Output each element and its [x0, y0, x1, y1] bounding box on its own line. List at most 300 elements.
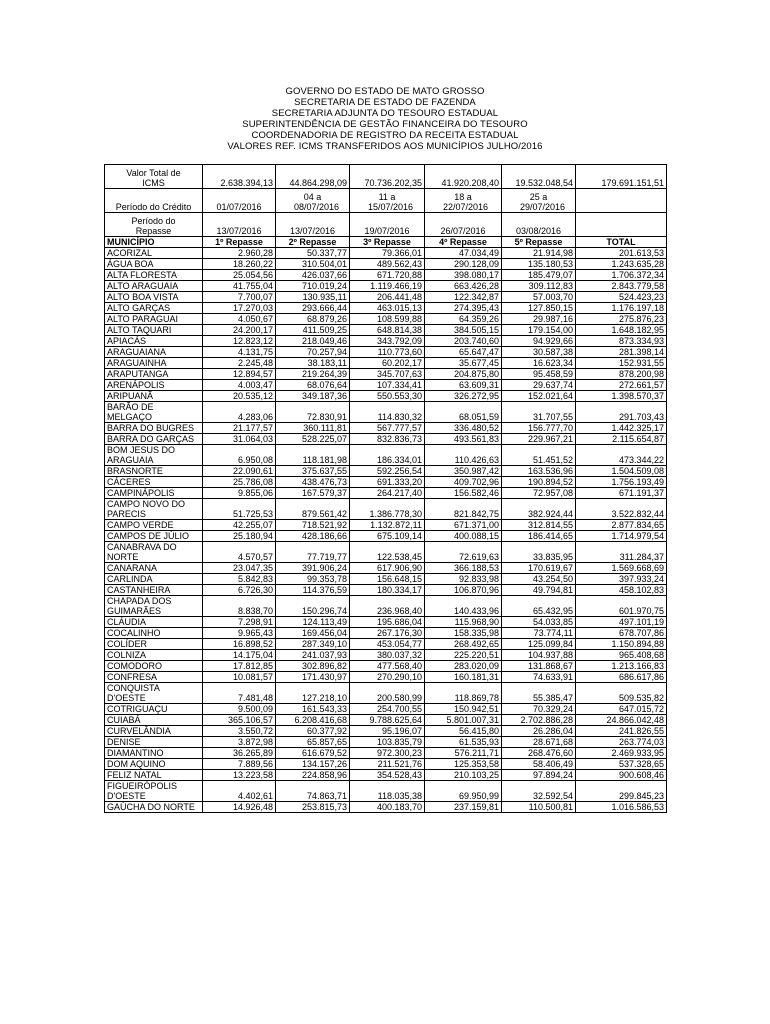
value-cell: 290.128,09 — [425, 259, 502, 270]
municipio-cell: CÁCERES — [105, 477, 203, 488]
value-cell: 26.286,04 — [502, 726, 576, 737]
header-line: SECRETARIA DE ESTADO DE FAZENDA — [294, 97, 476, 108]
municipio-cell: ALTO TAQUARI — [105, 325, 203, 336]
municipio-cell: GAÚCHA DO NORTE — [105, 802, 203, 813]
municipio-cell: ALTO GARÇAS — [105, 303, 203, 314]
value-cell: 73.774,11 — [502, 628, 576, 639]
value-cell: 41.755,04 — [203, 281, 276, 292]
value-cell: 25.786,08 — [203, 477, 276, 488]
value-cell: 171.430,97 — [276, 672, 350, 683]
value-cell: 219.264,39 — [276, 369, 350, 380]
value-cell: 74.633,91 — [502, 672, 576, 683]
value-cell: 509.535,82 — [576, 683, 667, 704]
value-cell: 7.700,07 — [203, 292, 276, 303]
value-cell: 287.349,10 — [276, 639, 350, 650]
value-cell: 380.037,32 — [350, 650, 425, 661]
value-cell: 25.180,94 — [203, 531, 276, 542]
municipio-cell: ALTA FLORESTA — [105, 270, 203, 281]
value-cell: 270.290,10 — [350, 672, 425, 683]
value-cell: 592.256,54 — [350, 466, 425, 477]
value-cell: 489.562,43 — [350, 259, 425, 270]
value-cell: 241.037,93 — [276, 650, 350, 661]
municipio-cell: CURVELÂNDIA — [105, 726, 203, 737]
municipio-cell: ARAGUAIANA — [105, 347, 203, 358]
value-cell: 79.366,01 — [350, 248, 425, 259]
value-cell: 326.272,95 — [425, 391, 502, 402]
value-cell: 6.208.416,68 — [276, 715, 350, 726]
value-cell: 1.016.586,53 — [576, 802, 667, 813]
periodo-credito-cell: 01/07/2016 — [203, 189, 276, 213]
table-row — [105, 358, 667, 369]
value-cell: 648.814,38 — [350, 325, 425, 336]
periodo-repasse-empty — [576, 213, 667, 237]
value-cell: 3.522.832,44 — [576, 499, 667, 520]
value-cell: 28.671,68 — [502, 737, 576, 748]
periodo-credito-cell: 18 a 22/07/2016 — [425, 189, 502, 213]
value-cell: 57.003,70 — [502, 292, 576, 303]
value-cell: 108.599,88 — [350, 314, 425, 325]
table-row — [105, 704, 667, 715]
table-row — [105, 770, 667, 781]
municipio-cell: FELIZ NATAL — [105, 770, 203, 781]
value-cell: 12.823,12 — [203, 336, 276, 347]
value-cell: 1.442.325,17 — [576, 423, 667, 434]
value-cell: 675.109,14 — [350, 531, 425, 542]
value-cell: 13.223,58 — [203, 770, 276, 781]
value-cell: 263.774,03 — [576, 737, 667, 748]
value-cell: 203.740,60 — [425, 336, 502, 347]
periodo-credito-label: Período do Crédito — [105, 189, 203, 213]
value-cell: 190.894,52 — [502, 477, 576, 488]
value-cell: 384.505,15 — [425, 325, 502, 336]
document-header — [0, 86, 770, 152]
value-cell: 60.202,17 — [350, 358, 425, 369]
value-cell: 241.826,55 — [576, 726, 667, 737]
value-cell: 118.035,38 — [350, 781, 425, 802]
value-cell: 309.112,83 — [502, 281, 576, 292]
table-row — [105, 488, 667, 499]
value-cell: 391.906,24 — [276, 563, 350, 574]
value-cell: 1.569.668,69 — [576, 563, 667, 574]
periodo-repasse-cell: 03/08/2016 — [502, 213, 576, 237]
value-cell: 50.337,77 — [276, 248, 350, 259]
value-cell: 2.115.654,87 — [576, 434, 667, 445]
value-cell: 218.049,46 — [276, 336, 350, 347]
value-cell: 6.950,08 — [203, 445, 276, 466]
value-cell: 400.088,15 — [425, 531, 502, 542]
value-cell: 1.386.778,30 — [350, 499, 425, 520]
value-cell: 671.720,88 — [350, 270, 425, 281]
value-cell: 18.260,22 — [203, 259, 276, 270]
value-cell: 4.402,61 — [203, 781, 276, 802]
municipio-cell: ACORIZAL — [105, 248, 203, 259]
value-cell: 135.180,53 — [502, 259, 576, 270]
periodo-repasse-label: Período do Repasse — [105, 213, 203, 237]
header-line: GOVERNO DO ESTADO DE MATO GROSSO — [285, 86, 485, 97]
periodo-credito-row — [105, 189, 667, 213]
column-header: TOTAL — [576, 237, 667, 248]
municipio-cell: CARLINDA — [105, 574, 203, 585]
municipio-cell: BARÃO DE MELGAÇO — [105, 402, 203, 423]
column-header: 3º Repasse — [350, 237, 425, 248]
value-cell: 375.637,55 — [276, 466, 350, 477]
value-cell: 293.666,44 — [276, 303, 350, 314]
value-cell: 972.300,23 — [350, 748, 425, 759]
value-cell: 63.609,31 — [425, 380, 502, 391]
value-cell: 65.432,95 — [502, 596, 576, 617]
value-cell: 528.225,07 — [276, 434, 350, 445]
value-cell: 1.714.979,54 — [576, 531, 667, 542]
value-cell: 236.968,40 — [350, 596, 425, 617]
municipio-cell: CUIABÁ — [105, 715, 203, 726]
municipio-cell: CANARANA — [105, 563, 203, 574]
value-cell: 195.686,04 — [350, 617, 425, 628]
value-cell: 104.937,88 — [502, 650, 576, 661]
table-row — [105, 347, 667, 358]
value-cell: 1.243.635,28 — [576, 259, 667, 270]
value-cell: 134.157,26 — [276, 759, 350, 770]
table-row — [105, 726, 667, 737]
table-row — [105, 585, 667, 596]
municipio-cell: CLÁUDIA — [105, 617, 203, 628]
value-cell: 1.176.197,18 — [576, 303, 667, 314]
value-cell: 24.200,17 — [203, 325, 276, 336]
value-cell: 33.835,95 — [502, 542, 576, 563]
value-cell: 7.481,48 — [203, 683, 276, 704]
value-cell: 68.051,59 — [425, 402, 502, 423]
value-cell: 22.090,61 — [203, 466, 276, 477]
value-cell: 272.661,57 — [576, 380, 667, 391]
value-cell: 878.200,98 — [576, 369, 667, 380]
value-cell: 453.054,77 — [350, 639, 425, 650]
column-header: MUNICÍPIO — [105, 237, 203, 248]
value-cell: 65.647,47 — [425, 347, 502, 358]
value-cell: 671.371,00 — [425, 520, 502, 531]
value-cell: 428.186,66 — [276, 531, 350, 542]
value-cell: 400.183,70 — [350, 802, 425, 813]
table-row — [105, 617, 667, 628]
value-cell: 224.858,96 — [276, 770, 350, 781]
value-cell: 42.255,07 — [203, 520, 276, 531]
value-cell: 122.342,87 — [425, 292, 502, 303]
value-cell: 92.833,98 — [425, 574, 502, 585]
value-cell: 3.550,72 — [203, 726, 276, 737]
value-cell: 58.406,49 — [502, 759, 576, 770]
value-cell: 160.181,31 — [425, 672, 502, 683]
municipio-cell: COLÍDER — [105, 639, 203, 650]
value-cell: 156.648,15 — [350, 574, 425, 585]
valor-total-cell: 44.864.298,09 — [276, 165, 350, 189]
value-cell: 156.777,70 — [502, 423, 576, 434]
municipio-cell: ARAGUAINHA — [105, 358, 203, 369]
value-cell: 9.500,09 — [203, 704, 276, 715]
value-cell: 30.587,38 — [502, 347, 576, 358]
value-cell: 152.931,55 — [576, 358, 667, 369]
value-cell: 409.702,96 — [425, 477, 502, 488]
table-row — [105, 391, 667, 402]
value-cell: 264.217,40 — [350, 488, 425, 499]
municipio-cell: ARENÁPOLIS — [105, 380, 203, 391]
value-cell: 12.894,57 — [203, 369, 276, 380]
value-cell: 537.328,65 — [576, 759, 667, 770]
value-cell: 550.553,30 — [350, 391, 425, 402]
table-row — [105, 423, 667, 434]
value-cell: 299.845,23 — [576, 781, 667, 802]
value-cell: 16.623,34 — [502, 358, 576, 369]
value-cell: 5.801.007,31 — [425, 715, 502, 726]
periodo-repasse-cell: 13/07/2016 — [203, 213, 276, 237]
value-cell: 36.265,89 — [203, 748, 276, 759]
periodo-repasse-cell: 26/07/2016 — [425, 213, 502, 237]
periodo-repasse-cell: 13/07/2016 — [276, 213, 350, 237]
value-cell: 350.987,42 — [425, 466, 502, 477]
header-line: COORDENADORIA DE REGISTRO DA RECEITA ESTADUAL — [251, 130, 519, 141]
value-cell: 312.814,55 — [502, 520, 576, 531]
value-cell: 158.335,98 — [425, 628, 502, 639]
municipio-cell: CONQUISTA D'OESTE — [105, 683, 203, 704]
value-cell: 5.842,83 — [203, 574, 276, 585]
value-cell: 161.543,33 — [276, 704, 350, 715]
value-cell: 17.812,85 — [203, 661, 276, 672]
value-cell: 275.876,23 — [576, 314, 667, 325]
value-cell: 122.538,45 — [350, 542, 425, 563]
value-cell: 24.866.042,48 — [576, 715, 667, 726]
value-cell: 127.850,15 — [502, 303, 576, 314]
value-cell: 16.898,52 — [203, 639, 276, 650]
value-cell: 281.398,14 — [576, 347, 667, 358]
value-cell: 169.456,04 — [276, 628, 350, 639]
municipio-cell: COLNIZA — [105, 650, 203, 661]
value-cell: 268.476,60 — [502, 748, 576, 759]
value-cell: 524.423,23 — [576, 292, 667, 303]
value-cell: 14.175,04 — [203, 650, 276, 661]
value-cell: 832.836,73 — [350, 434, 425, 445]
municipio-cell: CANABRAVA DO NORTE — [105, 542, 203, 563]
value-cell: 56.415,80 — [425, 726, 502, 737]
table-row — [105, 737, 667, 748]
value-cell: 382.924,44 — [502, 499, 576, 520]
table-row — [105, 596, 667, 617]
valor-total-cell: 70.736.202,35 — [350, 165, 425, 189]
value-cell: 185.479,07 — [502, 270, 576, 281]
value-cell: 131.868,67 — [502, 661, 576, 672]
value-cell: 125.353,58 — [425, 759, 502, 770]
value-cell: 35.677,45 — [425, 358, 502, 369]
value-cell: 114.376,59 — [276, 585, 350, 596]
value-cell: 97.894,24 — [502, 770, 576, 781]
periodo-repasse-row — [105, 213, 667, 237]
value-cell: 253.815,73 — [276, 802, 350, 813]
value-cell: 426.037,66 — [276, 270, 350, 281]
table-row — [105, 445, 667, 466]
value-cell: 473.344,22 — [576, 445, 667, 466]
municipio-cell: CASTANHEIRA — [105, 585, 203, 596]
table-row — [105, 715, 667, 726]
value-cell: 77.719,77 — [276, 542, 350, 563]
value-cell: 463.015,13 — [350, 303, 425, 314]
value-cell: 345.707,63 — [350, 369, 425, 380]
municipio-cell: ALTO BOA VISTA — [105, 292, 203, 303]
valor-total-cell: 19.532.048,54 — [502, 165, 576, 189]
table-row — [105, 281, 667, 292]
value-cell: 398.080,17 — [425, 270, 502, 281]
value-cell: 38.183,11 — [276, 358, 350, 369]
value-cell: 691.333,20 — [350, 477, 425, 488]
value-cell: 156.582,46 — [425, 488, 502, 499]
table-row — [105, 369, 667, 380]
value-cell: 1.398.570,37 — [576, 391, 667, 402]
municipio-cell: ALTO ARAGUAIA — [105, 281, 203, 292]
value-cell: 201.613,53 — [576, 248, 667, 259]
value-cell: 99.353,78 — [276, 574, 350, 585]
value-cell: 9.855,06 — [203, 488, 276, 499]
value-cell: 94.929,66 — [502, 336, 576, 347]
value-cell: 186.414,65 — [502, 531, 576, 542]
value-cell: 114.830,32 — [350, 402, 425, 423]
value-cell: 225.220,51 — [425, 650, 502, 661]
value-cell: 1.213.166,83 — [576, 661, 667, 672]
table-row — [105, 802, 667, 813]
value-cell: 65.857,65 — [276, 737, 350, 748]
value-cell: 1.150.894,88 — [576, 639, 667, 650]
value-cell: 4.131,75 — [203, 347, 276, 358]
value-cell: 663.426,28 — [425, 281, 502, 292]
value-cell: 616.679,52 — [276, 748, 350, 759]
municipio-cell: CONFRESA — [105, 672, 203, 683]
value-cell: 72.619,63 — [425, 542, 502, 563]
value-cell: 6.726,30 — [203, 585, 276, 596]
value-cell: 64.359,26 — [425, 314, 502, 325]
table-row — [105, 639, 667, 650]
municipio-cell: APIACÁS — [105, 336, 203, 347]
value-cell: 70.257,94 — [276, 347, 350, 358]
valor-total-cell: 41.920.208,40 — [425, 165, 502, 189]
value-cell: 179.154,00 — [502, 325, 576, 336]
table-row — [105, 650, 667, 661]
municipio-cell: CAMPINÁPOLIS — [105, 488, 203, 499]
value-cell: 438.476,73 — [276, 477, 350, 488]
municipio-cell: CHAPADA DOS GUIMARÃES — [105, 596, 203, 617]
value-cell: 7.889,56 — [203, 759, 276, 770]
value-cell: 55.385,47 — [502, 683, 576, 704]
value-cell: 267.176,30 — [350, 628, 425, 639]
value-cell: 68.879,26 — [276, 314, 350, 325]
value-cell: 23.047,35 — [203, 563, 276, 574]
value-cell: 95.458,59 — [502, 369, 576, 380]
header-line: SUPERINTENDÊNCIA DE GESTÃO FINANCEIRA DO TESOURO — [242, 119, 528, 130]
value-cell: 336.480,52 — [425, 423, 502, 434]
value-cell: 4.283,06 — [203, 402, 276, 423]
value-cell: 617.906,90 — [350, 563, 425, 574]
value-cell: 95.196,07 — [350, 726, 425, 737]
table-row — [105, 672, 667, 683]
value-cell: 497.101,19 — [576, 617, 667, 628]
column-header: 2º Repasse — [276, 237, 350, 248]
value-cell: 821.842,75 — [425, 499, 502, 520]
value-cell: 124.113,49 — [276, 617, 350, 628]
table-row — [105, 248, 667, 259]
value-cell: 51.451,52 — [502, 445, 576, 466]
value-cell: 152.021,64 — [502, 391, 576, 402]
value-cell: 268.492,65 — [425, 639, 502, 650]
valor-total-cell: 179.691.151,51 — [576, 165, 667, 189]
value-cell: 2.702.886,28 — [502, 715, 576, 726]
value-cell: 200.580,99 — [350, 683, 425, 704]
table-row — [105, 434, 667, 445]
table-row — [105, 270, 667, 281]
municipio-cell: ALTO PARAGUAI — [105, 314, 203, 325]
value-cell: 237.159,81 — [425, 802, 502, 813]
value-cell: 1.648.182,95 — [576, 325, 667, 336]
value-cell: 49.794,81 — [502, 585, 576, 596]
value-cell: 206.441,48 — [350, 292, 425, 303]
value-cell: 7.298,91 — [203, 617, 276, 628]
value-cell: 397.933,24 — [576, 574, 667, 585]
table-row — [105, 574, 667, 585]
municipio-cell: DENISE — [105, 737, 203, 748]
value-cell: 150.296,74 — [276, 596, 350, 617]
value-cell: 29.987,16 — [502, 314, 576, 325]
value-cell: 601.970,75 — [576, 596, 667, 617]
value-cell: 354.528,43 — [350, 770, 425, 781]
value-cell: 9.788.625,64 — [350, 715, 425, 726]
value-cell: 54.033,85 — [502, 617, 576, 628]
value-cell: 2.877.834,65 — [576, 520, 667, 531]
municipio-cell: ÁGUA BOA — [105, 259, 203, 270]
valor-total-cell: 2.638.394,13 — [203, 165, 276, 189]
value-cell: 360.111,81 — [276, 423, 350, 434]
value-cell: 110.426,63 — [425, 445, 502, 466]
value-cell: 125.099,84 — [502, 639, 576, 650]
value-cell: 302.896,82 — [276, 661, 350, 672]
value-cell: 186.334,01 — [350, 445, 425, 466]
table-row — [105, 336, 667, 347]
periodo-credito-cell: 25 a 29/07/2016 — [502, 189, 576, 213]
table-row — [105, 531, 667, 542]
table-row — [105, 303, 667, 314]
municipio-cell: COMODORO — [105, 661, 203, 672]
value-cell: 493.561,83 — [425, 434, 502, 445]
value-cell: 310.504,01 — [276, 259, 350, 270]
value-cell: 21.914,98 — [502, 248, 576, 259]
value-cell: 115.968,90 — [425, 617, 502, 628]
value-cell: 254.700,55 — [350, 704, 425, 715]
table-row — [105, 325, 667, 336]
value-cell: 180.334,17 — [350, 585, 425, 596]
value-cell: 107.334,41 — [350, 380, 425, 391]
value-cell: 25.054,56 — [203, 270, 276, 281]
value-cell: 678.707,86 — [576, 628, 667, 639]
value-cell: 211.521,76 — [350, 759, 425, 770]
table-row — [105, 661, 667, 672]
value-cell: 72.957,08 — [502, 488, 576, 499]
column-header: 1º Repasse — [203, 237, 276, 248]
periodo-repasse-cell: 19/07/2016 — [350, 213, 425, 237]
periodo-credito-cell: 11 a 15/07/2016 — [350, 189, 425, 213]
value-cell: 4.003,47 — [203, 380, 276, 391]
value-cell: 167.579,37 — [276, 488, 350, 499]
municipio-cell: CAMPO VERDE — [105, 520, 203, 531]
municipio-cell: FIGUEIRÓPOLIS D'OESTE — [105, 781, 203, 802]
column-header: 4º Repasse — [425, 237, 502, 248]
value-cell: 150.942,51 — [425, 704, 502, 715]
municipio-cell: ARAPUTANGA — [105, 369, 203, 380]
value-cell: 4.570,57 — [203, 542, 276, 563]
value-cell: 31.064,03 — [203, 434, 276, 445]
value-cell: 567.777,57 — [350, 423, 425, 434]
value-cell: 14.926,48 — [203, 802, 276, 813]
value-cell: 965.408,68 — [576, 650, 667, 661]
